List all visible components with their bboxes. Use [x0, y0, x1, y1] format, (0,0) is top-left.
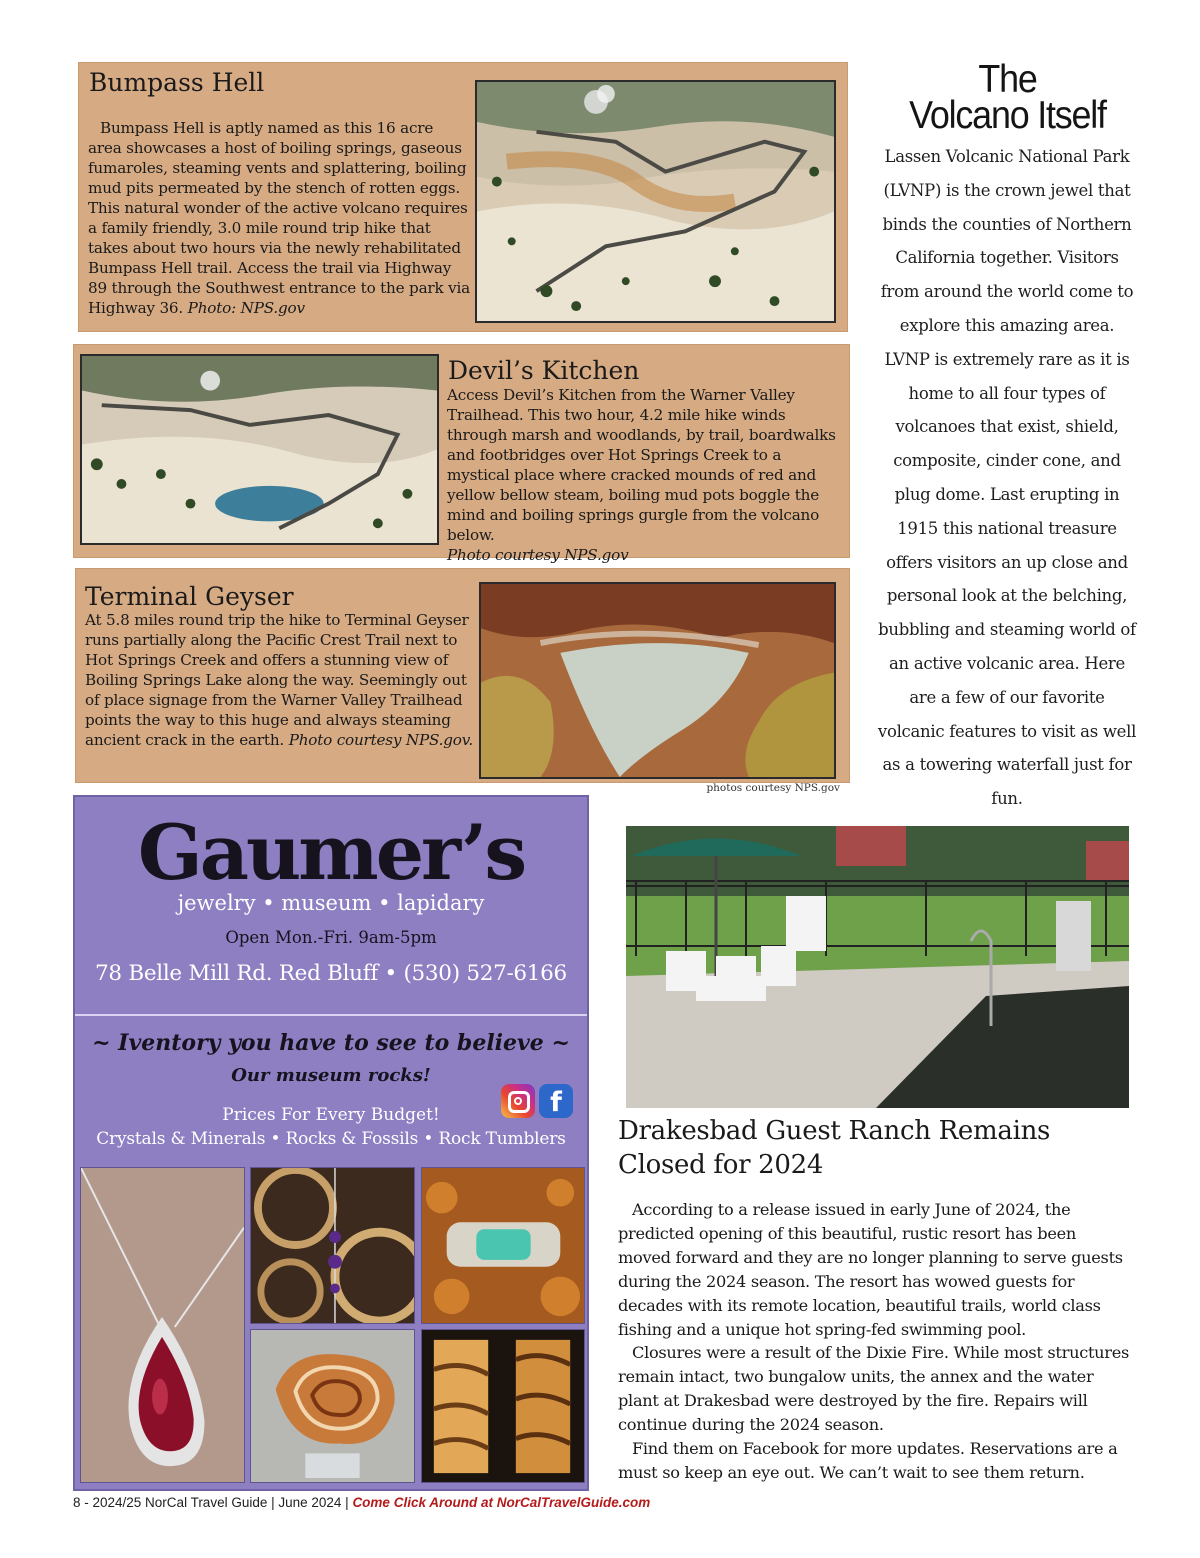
terminal-geyser-body: At 5.8 miles round trip the hike to Terminal Geyser runs partially along the Pacific Crest Trail next to Hot Springs Creek and offers a stunning view of Boiling Springs Lake along the way. Seemingly out of place signage from the Warner Valley Trailhead points the way to this huge and always steaming ancient crack in the earth. — [85, 611, 469, 749]
devils-kitchen-photo — [80, 354, 439, 545]
bumpass-hell-credit: Photo: NPS.gov — [187, 299, 305, 317]
footer-text: 8 - 2024/25 NorCal Travel Guide | June 2024 | — [73, 1495, 353, 1510]
gaumers-ad — [73, 795, 589, 1491]
ad-subslogan: Our museum rocks! — [231, 1065, 431, 1086]
volcano-title-line1: The — [978, 58, 1037, 101]
drakesbad-pool-photo — [626, 826, 1129, 1108]
article-paragraph: Closures were a result of the Dixie Fire. While most structures remain intact, two bungalow units, the annex and the water plant at Drakesbad were destroyed by the fire. Repairs will continue during the 2024 season. — [618, 1343, 1130, 1435]
ad-slogan: ~ Iventory you have to see to believe ~ — [92, 1030, 570, 1056]
ad-photo-pendant — [80, 1167, 245, 1483]
devils-kitchen-title: Devil’s Kitchen — [448, 356, 640, 385]
article-paragraph: According to a release issued in early June of 2024, the predicted opening of this beautiful, rustic resort has been moved forward and they are no longer planning to serve guests during the 2024 season. The resort has wowed guests for decades with its remote location, beautiful trails, world class fishing and a unique hot spring-fed swimming pool. — [618, 1200, 1123, 1339]
bumpass-hell-photo — [475, 80, 836, 323]
bumpass-hell-body: Bumpass Hell is aptly named as this 16 acre area showcases a host of boiling springs, gaseous fumaroles, steaming vents and splattering, boiling mud pits permeated by the stench of rotten eggs. This natural wonder of the active volcano requires a family friendly, 3.0 mile round trip hike that takes about two hours via the newly rehabilitated Bumpass Hell trail. Access the trail via Highway 89 through the Southwest entrance to the park via Highway 36. — [88, 119, 471, 317]
article-title: Drakesbad Guest Ranch Remains Closed for 2024 — [618, 1116, 1051, 1180]
footer-cta-link[interactable]: Come Click Around at NorCalTravelGuide.com — [352, 1495, 651, 1510]
article-paragraph: Find them on Facebook for more updates. Reservations are a must so keep an eye out. We can’t wait to see them return. — [618, 1439, 1118, 1482]
ad-divider — [75, 1014, 587, 1016]
facebook-icon[interactable]: f — [539, 1084, 573, 1118]
volcano-body: Lassen Volcanic National Park (LVNP) is the crown jewel that binds the counties of Northern California together. Visitors from around the world come to explore this amazing area. LVNP is extremely rare as it is home to all four types of volcanoes that exist, shield, composite, cinder cone, and plug dome. Last erupting in 1915 this national treasure offers visitors an up close and personal look at the belching, bubbling and steaming world of an active volcanic area. Here are a few of our favorite volcanic features to visit as well as a towering waterfall just for fun. — [877, 147, 1137, 809]
devils-kitchen-body: Access Devil’s Kitchen from the Warner Valley Trailhead. This two hour, 4.2 mile hike winds through marsh and woodlands, by trail, boardwalks and footbridges over Hot Springs Creek to a mystical place where cracked mounds of red and yellow bellow steam, boiling mud pots boggle the mind and boiling springs gurgle from the volcano below. — [447, 386, 836, 544]
ad-hours: Open Mon.-Fri. 9am-5pm — [225, 928, 437, 947]
article-body — [618, 1198, 1130, 1485]
ad-brand: Gaumer’s — [137, 808, 525, 897]
volcano-title-line2: Volcano Itself — [909, 94, 1106, 137]
terminal-geyser-title: Terminal Geyser — [85, 582, 294, 611]
bumpass-hell-text — [88, 118, 470, 318]
terminal-geyser-credit: Photo courtesy NPS.gov. — [288, 731, 473, 749]
ad-address: 78 Belle Mill Rd. Red Bluff • (530) 527-6166 — [95, 961, 567, 986]
devils-kitchen-text — [447, 385, 842, 565]
photos-credit: photos courtesy NPS.gov — [706, 782, 840, 794]
ad-budget: Prices For Every Budget! — [222, 1105, 440, 1125]
bumpass-hell-title: Bumpass Hell — [89, 68, 265, 97]
ad-photo-ring — [421, 1167, 585, 1324]
ad-photo-ammonite — [250, 1167, 415, 1324]
ad-tagline: jewelry • museum • lapidary — [177, 891, 485, 915]
ad-items: Crystals & Minerals • Rocks & Fossils • Rock Tumblers — [96, 1129, 566, 1149]
ad-photo-agate — [250, 1329, 415, 1483]
terminal-geyser-text — [85, 610, 477, 750]
ad-photo-onyx-lamps — [421, 1329, 585, 1483]
volcano-title — [890, 58, 1125, 137]
terminal-geyser-photo — [479, 582, 836, 779]
page-footer — [73, 1495, 650, 1510]
devils-kitchen-credit: Photo courtesy NPS.gov — [447, 546, 629, 564]
